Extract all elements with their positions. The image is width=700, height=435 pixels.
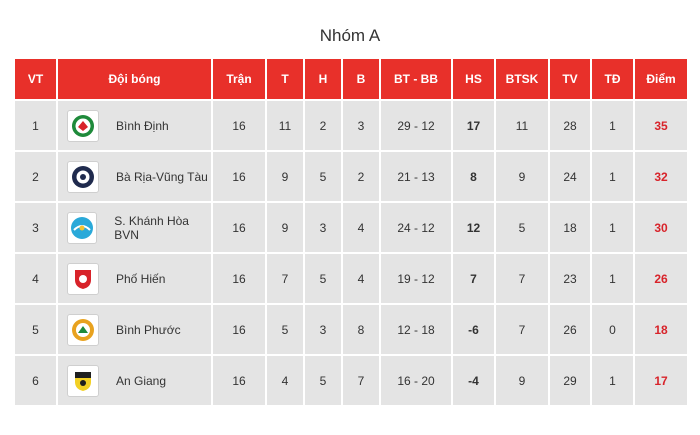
tv-cell: 26 [550, 305, 590, 354]
played-cell: 16 [213, 356, 265, 405]
team-cell[interactable] [58, 101, 211, 150]
points-cell: 30 [635, 203, 687, 252]
team-name: An Giang [116, 373, 167, 388]
team-name: Bình Định [116, 118, 169, 133]
won-cell: 5 [267, 305, 303, 354]
won-cell: 9 [267, 203, 303, 252]
team-cell[interactable] [58, 254, 211, 303]
binh-dinh-logo-icon [67, 110, 99, 142]
table-row [15, 305, 687, 354]
header-td[interactable]: TĐ [592, 59, 633, 99]
team-name: Bà Rịa-Vũng Tàu [116, 169, 208, 184]
points-cell: 17 [635, 356, 687, 405]
team-cell[interactable] [58, 356, 211, 405]
tv-cell: 29 [550, 356, 590, 405]
table-row [15, 356, 687, 405]
rank-cell: 3 [15, 203, 56, 252]
header-played[interactable]: Trận [213, 59, 265, 99]
rank-cell: 2 [15, 152, 56, 201]
goals-cell: 24 - 12 [381, 203, 451, 252]
header-rank[interactable]: VT [15, 59, 56, 99]
header-team[interactable]: Đội bóng [58, 59, 211, 99]
lost-cell: 4 [343, 203, 379, 252]
header-won[interactable]: T [267, 59, 303, 99]
khanh-hoa-logo-icon [67, 212, 97, 244]
played-cell: 16 [213, 305, 265, 354]
goals-cell: 29 - 12 [381, 101, 451, 150]
team-name: S. Khánh Hòa BVN [114, 213, 189, 242]
points-cell: 26 [635, 254, 687, 303]
td-cell: 1 [592, 152, 633, 201]
tv-cell: 23 [550, 254, 590, 303]
goal-diff-cell: -4 [453, 356, 494, 405]
tv-cell: 18 [550, 203, 590, 252]
lost-cell: 7 [343, 356, 379, 405]
points-cell: 18 [635, 305, 687, 354]
header-goals[interactable]: BT - BB [381, 59, 451, 99]
goal-diff-cell: 17 [453, 101, 494, 150]
rank-cell: 6 [15, 356, 56, 405]
table-row [15, 152, 687, 201]
rank-cell: 4 [15, 254, 56, 303]
table-row [15, 101, 687, 150]
td-cell: 1 [592, 254, 633, 303]
lost-cell: 4 [343, 254, 379, 303]
points-cell: 35 [635, 101, 687, 150]
ba-ria-vung-tau-logo-icon [67, 161, 99, 193]
drawn-cell: 3 [305, 203, 341, 252]
goal-diff-cell: 12 [453, 203, 494, 252]
drawn-cell: 2 [305, 101, 341, 150]
header-tv[interactable]: TV [550, 59, 590, 99]
header-lost[interactable]: B [343, 59, 379, 99]
cards-cell: 5 [496, 203, 548, 252]
header-goal-diff[interactable]: HS [453, 59, 494, 99]
tv-cell: 24 [550, 152, 590, 201]
group-title: Nhóm A [319, 26, 381, 45]
team-name: Bình Phước [116, 322, 181, 337]
won-cell: 7 [267, 254, 303, 303]
team-name: Phố Hiến [116, 271, 166, 286]
won-cell: 11 [267, 101, 303, 150]
lost-cell: 8 [343, 305, 379, 354]
header-row [15, 59, 687, 99]
played-cell: 16 [213, 254, 265, 303]
team-cell[interactable] [58, 203, 211, 252]
drawn-cell: 3 [305, 305, 341, 354]
cards-cell: 7 [496, 305, 548, 354]
pho-hien-logo-icon [67, 263, 99, 295]
team-cell[interactable] [58, 305, 211, 354]
header-points[interactable]: Điểm [635, 59, 687, 99]
played-cell: 16 [213, 203, 265, 252]
td-cell: 1 [592, 356, 633, 405]
table-row [15, 254, 687, 303]
binh-phuoc-logo-icon [67, 314, 99, 346]
drawn-cell: 5 [305, 152, 341, 201]
played-cell: 16 [213, 101, 265, 150]
won-cell: 9 [267, 152, 303, 201]
drawn-cell: 5 [305, 356, 341, 405]
goals-cell: 16 - 20 [381, 356, 451, 405]
rank-cell: 1 [15, 101, 56, 150]
standings-table [13, 57, 689, 407]
lost-cell: 2 [343, 152, 379, 201]
rank-cell: 5 [15, 305, 56, 354]
won-cell: 4 [267, 356, 303, 405]
an-giang-logo-icon [67, 365, 99, 397]
header-drawn[interactable]: H [305, 59, 341, 99]
goals-cell: 19 - 12 [381, 254, 451, 303]
goals-cell: 21 - 13 [381, 152, 451, 201]
goal-diff-cell: 8 [453, 152, 494, 201]
cards-cell: 9 [496, 356, 548, 405]
header-cards[interactable]: BTSK [496, 59, 548, 99]
tv-cell: 28 [550, 101, 590, 150]
goal-diff-cell: 7 [453, 254, 494, 303]
lost-cell: 3 [343, 101, 379, 150]
points-cell: 32 [635, 152, 687, 201]
cards-cell: 11 [496, 101, 548, 150]
played-cell: 16 [213, 152, 265, 201]
td-cell: 1 [592, 203, 633, 252]
table-row [15, 203, 687, 252]
td-cell: 0 [592, 305, 633, 354]
goals-cell: 12 - 18 [381, 305, 451, 354]
team-cell[interactable] [58, 152, 211, 201]
td-cell: 1 [592, 101, 633, 150]
cards-cell: 7 [496, 254, 548, 303]
drawn-cell: 5 [305, 254, 341, 303]
goal-diff-cell: -6 [453, 305, 494, 354]
cards-cell: 9 [496, 152, 548, 201]
